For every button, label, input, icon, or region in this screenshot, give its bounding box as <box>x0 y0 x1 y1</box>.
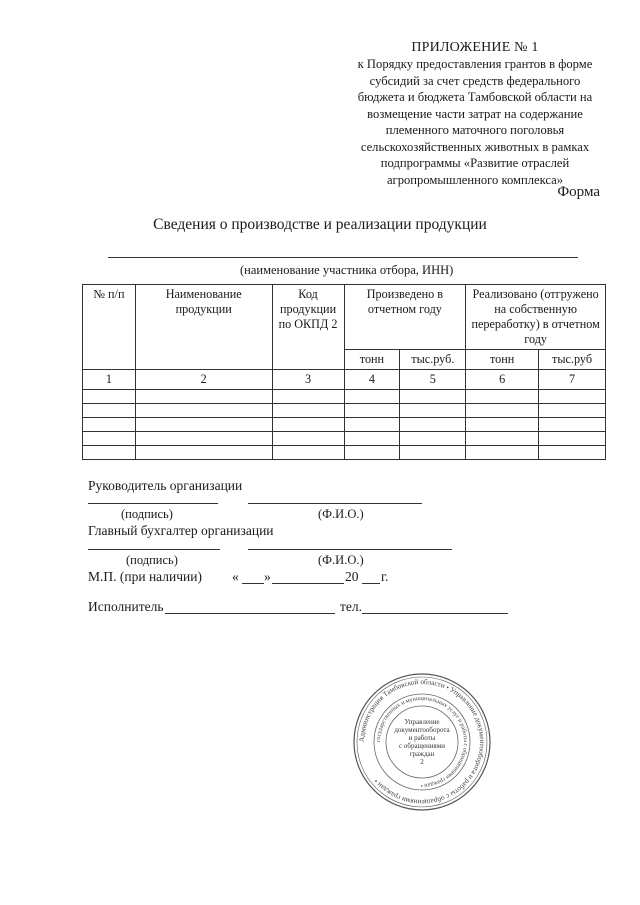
table-cell[interactable] <box>400 432 466 446</box>
table-cell[interactable] <box>539 432 606 446</box>
table-cell[interactable] <box>272 446 344 460</box>
stamp-center-line: 2 <box>420 758 424 766</box>
fio-caption: (Ф.И.О.) <box>318 507 364 521</box>
table-cell[interactable] <box>539 446 606 460</box>
table-cell[interactable] <box>83 418 136 432</box>
head-label: Руководитель организации <box>88 478 243 493</box>
table-cell[interactable] <box>135 446 272 460</box>
header-code: Код продукции по ОКПД 2 <box>272 285 344 370</box>
header-sold: Реализовано (отгружено на собственную переработку) в отчетном году <box>466 285 606 350</box>
header-thousand-rub: тыс.руб. <box>400 350 466 370</box>
table-cell[interactable] <box>344 390 400 404</box>
accountant-signature-field[interactable] <box>88 549 220 550</box>
signature-caption: (подпись) <box>126 553 178 567</box>
table-cell[interactable] <box>135 418 272 432</box>
table-cell[interactable] <box>400 404 466 418</box>
stamp-center-line: документооборота <box>394 726 450 734</box>
chief-accountant-label: Главный бухгалтер организации <box>88 523 274 538</box>
executor-label: Исполнитель <box>88 599 164 614</box>
head-fio-field[interactable] <box>248 503 422 504</box>
table-cell[interactable] <box>466 432 539 446</box>
col-number: 2 <box>135 370 272 390</box>
header-thousand-rub: тыс.руб <box>539 350 606 370</box>
participant-caption: (наименование участника отбора, ИНН) <box>240 263 454 277</box>
table-cell[interactable] <box>135 404 272 418</box>
col-number: 6 <box>466 370 539 390</box>
official-stamp <box>352 672 492 812</box>
appendix-line: к Порядку предоставления грантов в форме <box>357 57 593 71</box>
table-cell[interactable] <box>83 446 136 460</box>
participant-name-field[interactable] <box>108 257 578 258</box>
date-open-quote: « <box>232 569 239 584</box>
table-cell[interactable] <box>272 432 344 446</box>
seal-label: М.П. (при наличии) <box>88 569 202 584</box>
table-cell[interactable] <box>466 418 539 432</box>
table-cell[interactable] <box>466 446 539 460</box>
table-cell[interactable] <box>272 390 344 404</box>
table-cell[interactable] <box>400 418 466 432</box>
table-cell[interactable] <box>539 418 606 432</box>
stamp-graphic <box>352 672 492 812</box>
date-year-field[interactable] <box>362 583 380 584</box>
col-number: 7 <box>539 370 606 390</box>
table-cell[interactable] <box>135 432 272 446</box>
col-number: 1 <box>83 370 136 390</box>
date-day-field[interactable] <box>242 583 264 584</box>
table-cell[interactable] <box>466 390 539 404</box>
table-cell[interactable] <box>344 404 400 418</box>
date-close-quote: » <box>264 569 271 584</box>
table-cell[interactable] <box>83 404 136 418</box>
appendix-line: агропромышленного комплекса» <box>386 172 564 187</box>
appendix-line: подпрограммы «Развитие отраслей <box>380 156 570 170</box>
col-number: 5 <box>400 370 466 390</box>
table-cell[interactable] <box>344 418 400 432</box>
stamp-center-line: граждан <box>409 750 435 758</box>
table-cell[interactable] <box>400 446 466 460</box>
phone-label: тел. <box>340 599 363 614</box>
fio-caption: (Ф.И.О.) <box>318 553 364 567</box>
appendix-line: сельскохозяйственных животных в рамках <box>360 139 590 154</box>
table-cell[interactable] <box>344 432 400 446</box>
column-numbers-row <box>83 370 606 390</box>
signature-caption: (подпись) <box>121 507 173 521</box>
col-number: 4 <box>344 370 400 390</box>
svg-text:государственных и муниципальны: государственных и муниципальных услуг и работы с обращениями граждан • <box>375 695 469 789</box>
executor-field[interactable] <box>165 613 335 614</box>
form-label: Форма <box>557 184 600 200</box>
appendix-line: возмещение части затрат на содержание <box>367 106 583 121</box>
table-row[interactable] <box>83 418 606 432</box>
stamp-center-line: Управление <box>404 718 440 726</box>
table-cell[interactable] <box>135 390 272 404</box>
table-row[interactable] <box>83 446 606 460</box>
col-number: 3 <box>272 370 344 390</box>
table-cell[interactable] <box>400 390 466 404</box>
head-signature-field[interactable] <box>88 503 218 504</box>
table-cell[interactable] <box>83 432 136 446</box>
table-cell[interactable] <box>344 446 400 460</box>
header-num: № п/п <box>83 285 136 370</box>
accountant-fio-field[interactable] <box>248 549 452 550</box>
table-cell[interactable] <box>466 404 539 418</box>
appendix-line: племенного маточного поголовья <box>385 123 565 137</box>
svg-text:Администрация Тамбовской облас: Администрация Тамбовской области • Управление документооборота и работы с обращениями граждан • <box>357 677 487 807</box>
stamp-center-line: и работы <box>408 734 436 742</box>
year-suffix: г. <box>381 569 389 584</box>
production-table <box>82 284 606 460</box>
appendix-line: субсидий за счет средств федерального <box>369 73 581 88</box>
table-row[interactable] <box>83 404 606 418</box>
table-row[interactable] <box>83 432 606 446</box>
header-tons: тонн <box>344 350 400 370</box>
table-cell[interactable] <box>539 404 606 418</box>
appendix-title: ПРИЛОЖЕНИЕ № 1 <box>411 40 539 55</box>
document-title: Сведения о производстве и реализации продукции <box>153 216 487 233</box>
header-name: Наименование продукции <box>135 285 272 370</box>
year-prefix: 20 <box>345 569 359 584</box>
appendix-header <box>330 40 620 188</box>
table-row[interactable] <box>83 390 606 404</box>
table-cell[interactable] <box>272 418 344 432</box>
date-month-field[interactable] <box>272 583 344 584</box>
header-produced: Произведено в отчетном году <box>344 285 466 350</box>
header-tons: тонн <box>466 350 539 370</box>
table-cell[interactable] <box>272 404 344 418</box>
stamp-center-line: с обращениями <box>399 742 445 750</box>
table-cell[interactable] <box>83 390 136 404</box>
appendix-line: бюджета и бюджета Тамбовской области на <box>357 90 593 104</box>
table-cell[interactable] <box>539 390 606 404</box>
phone-field[interactable] <box>362 613 508 614</box>
